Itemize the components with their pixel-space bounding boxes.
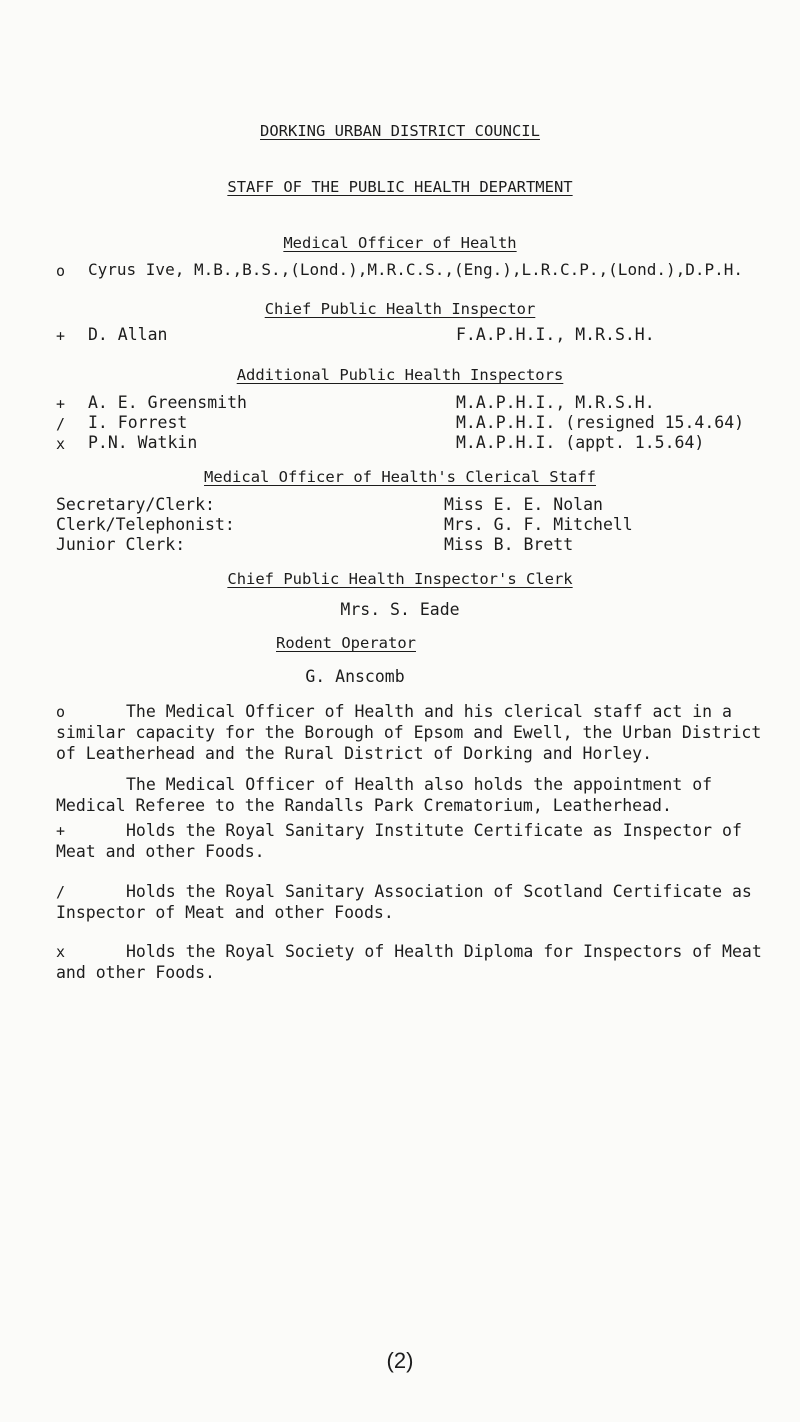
page-number: (2) xyxy=(386,1348,414,1373)
inspector-mark: + xyxy=(56,395,66,413)
cphi-clerk-heading: Chief Public Health Inspector's Clerk xyxy=(227,570,573,588)
clerical-name: Miss B. Brett xyxy=(444,535,574,554)
aphi-heading: Additional Public Health Inspectors xyxy=(236,366,564,384)
clerical-name: Mrs. G. F. Mitchell xyxy=(444,515,633,534)
rodent-name: G. Anscomb xyxy=(305,667,405,686)
clerical-role: Secretary/Clerk: xyxy=(56,495,215,514)
cphi-quals: F.A.P.H.I., M.R.S.H. xyxy=(456,325,655,344)
inspector-name: P.N. Watkin xyxy=(88,433,198,452)
cphi-mark: + xyxy=(56,327,66,345)
inspector-quals: M.A.P.H.I. (appt. 1.5.64) xyxy=(456,433,705,452)
clerical-role: Junior Clerk: xyxy=(56,535,186,554)
inspector-mark: / xyxy=(56,415,66,433)
note-paragraph: The Medical Officer of Health also holds the appointment of Medical Referee to the Randalls Park Crematorium, Leatherhead. xyxy=(56,775,713,815)
inspector-name: I. Forrest xyxy=(88,413,188,432)
note-paragraph: The Medical Officer of Health and his clerical staff act in a similar capacity for the Borough of Epsom and Ewell, the Urban District of Leatherhead and the Rural District of Dorking and Horley. xyxy=(56,702,762,763)
inspector-mark: x xyxy=(56,435,66,453)
cphi-name: D. Allan xyxy=(88,325,168,344)
note-mark: + xyxy=(56,822,66,840)
note-mark: o xyxy=(56,703,66,721)
clerical-heading: Medical Officer of Health's Clerical Staff xyxy=(204,468,596,486)
inspector-quals: M.A.P.H.I. (resigned 15.4.64) xyxy=(456,413,745,432)
inspector-quals: M.A.P.H.I., M.R.S.H. xyxy=(456,393,655,412)
clerical-role: Clerk/Telephonist: xyxy=(56,515,235,534)
note-mark: / xyxy=(56,883,66,901)
note-mark: x xyxy=(56,943,66,961)
moh-mark: o xyxy=(56,262,66,280)
cphi-heading: Chief Public Health Inspector xyxy=(264,300,536,318)
moh-name: Cyrus Ive, M.B.,B.S.,(Lond.),M.R.C.S.,(Eng.),L.R.C.P.,(Lond.),D.P.H. xyxy=(88,260,744,279)
rodent-heading: Rodent Operator xyxy=(276,634,416,652)
cphi-clerk-name: Mrs. S. Eade xyxy=(340,600,460,619)
note-paragraph: Holds the Royal Society of Health Diploma for Inspectors of Meat and other Foods. xyxy=(56,942,762,982)
inspector-name: A. E. Greensmith xyxy=(88,393,247,412)
staff-title: STAFF OF THE PUBLIC HEALTH DEPARTMENT xyxy=(227,178,573,196)
note-paragraph: Holds the Royal Sanitary Association of Scotland Certificate as Inspector of Meat and other Foods. xyxy=(56,882,752,922)
clerical-name: Miss E. E. Nolan xyxy=(444,495,603,514)
moh-heading: Medical Officer of Health xyxy=(283,234,517,252)
council-title: DORKING URBAN DISTRICT COUNCIL xyxy=(260,122,540,140)
note-paragraph: Holds the Royal Sanitary Institute Certificate as Inspector of Meat and other Foods. xyxy=(56,821,742,861)
